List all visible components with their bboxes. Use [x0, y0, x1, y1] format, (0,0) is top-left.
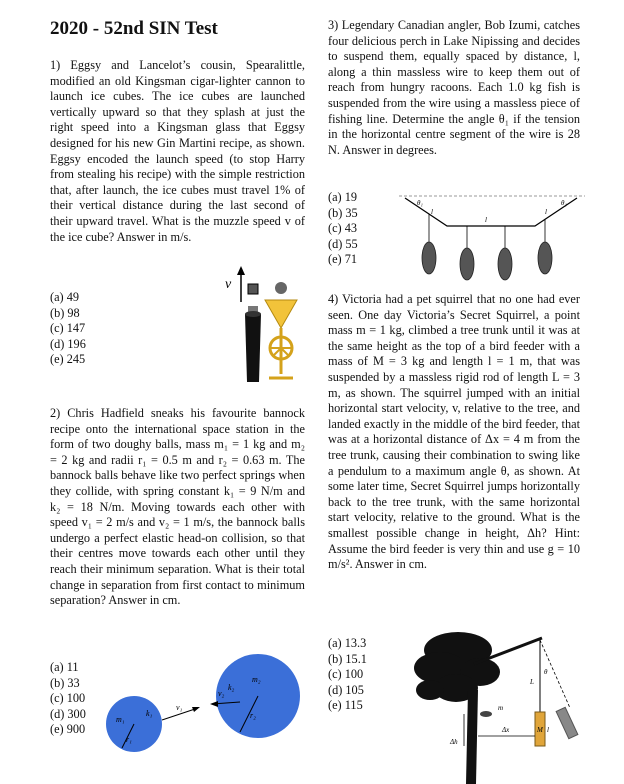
q2-option-e: (e) 900 [50, 722, 86, 737]
v1-label: v₁ [176, 703, 183, 712]
q1-option-d: (d) 196 [50, 336, 86, 351]
q3-option-b: (b) 35 [328, 205, 358, 220]
r2-label: r₂ [250, 711, 256, 720]
l-label: l [547, 726, 549, 734]
q2-option-d: (d) 300 [50, 706, 86, 721]
q4-option-d: (d) 105 [328, 682, 364, 697]
q4-option-a: (a) 13.3 [328, 636, 367, 650]
dx-label: Δx [502, 726, 510, 734]
q1-option-a: (a) 49 [50, 290, 80, 304]
q3-option-a: (a) 19 [328, 190, 358, 204]
theta1-label-right: θ₁ [561, 199, 567, 207]
q1-option-b: (b) 98 [50, 305, 80, 320]
l-label-3: l [545, 208, 547, 216]
q2-bannock-balls-figure [100, 650, 310, 760]
q2-option-c: (c) 100 [50, 691, 86, 706]
q4-option-e: (e) 115 [328, 698, 363, 713]
q1-v-label: v [225, 277, 232, 292]
q2-option-b: (b) 33 [50, 675, 80, 690]
q4-text: 4) Victoria had a pet squirrel that no one had ever seen. One day Victoria’s Secret Squirrel, a point mass m = 1 kg, climbed a tree trunk until it was at the same height as the top of a bird feeder with a mass of M = 3 kg and length l = 1 m, that was suspended by a massless rigid rod of length L = 3 m, as shown. The squirrel jumped with an initial horizontal start velocity, v, relative to the tree, and landed exactly in the middle of the bird feeder, that was at a horizontal distance of Δx = 4 m from the tree trunk, causing their combination to swing like a pendulum to a maximum angle θ, as shown. At some later time, Secret Squirrel jumps horizontally back to the tree trunk, with the same horizontal start velocity, relative to the ground. What is the smallest possible change in height, Δh? Hint: Assume the bird feeder is very thin and use g = 10 m/s². Answer in cm. [328, 292, 580, 572]
q3-perch-wire-figure [395, 188, 590, 293]
q1-option-c: (c) 147 [50, 321, 86, 336]
q3-options [328, 190, 358, 268]
v2-label: v₂ [218, 689, 225, 698]
q4-options [328, 636, 367, 714]
q2-text: 2) Chris Hadfield sneaks his favourite bannock recipe onto the international space station in the form of two doughy balls, mass m₁ = 1 kg and m₂ = 2 kg and radii r₁ = 0.5 m and r₂ = 0.63 m. The bannock balls behave like two perfect springs when they collide, with spring constant k₁ = 9 N/m and k₂ = 18 N/m. Moving towards each other with speed v₁ = 2 m/s and v₂ = 1 m/s, the bannock balls undergo a perfect elastic head-on collision, so that their centres move towards each other until they reach their minimum separation. What is their total change in separation from first contact to minimum separation? Answer in cm. [50, 406, 305, 608]
l-label-2: l [485, 216, 487, 224]
q1-options [50, 290, 86, 368]
q1-option-e: (e) 245 [50, 352, 86, 367]
q4-option-b: (b) 15.1 [328, 651, 367, 666]
M-label: M [537, 726, 543, 734]
theta1-label-left: θ₁ [417, 199, 423, 207]
dh-label: Δh [450, 738, 458, 746]
m1-label: m₁ [116, 715, 125, 724]
q3-option-e: (e) 71 [328, 252, 358, 267]
m-label: m [498, 704, 504, 712]
q1-cannon-glass-figure [215, 262, 310, 392]
k2-label: k₂ [228, 683, 235, 692]
L-label: L [530, 678, 534, 686]
r1-label: r₁ [126, 735, 132, 744]
theta-label: θ [544, 668, 548, 676]
k1-label: k₁ [146, 709, 153, 718]
q3-text: 3) Legendary Canadian angler, Bob Izumi, catches four delicious perch in Lake Nipissing and decides to suspend them, equally spaced by distance, l, along a thin massless wire to keep them out of reach from hungry racoons. Each 1.0 kg fish is suspended from the wire using a massless piece of fishing line. Determine the angle θ₁ if the tension in the horizontal centre segment of the wire is 28 N. Answer in degrees. [328, 18, 580, 157]
q4-tree-birdfeeder-figure [410, 628, 590, 784]
q3-option-c: (c) 43 [328, 221, 358, 236]
q4-option-c: (c) 100 [328, 667, 364, 682]
l-label-1: l [431, 208, 433, 216]
q1-text: 1) Eggsy and Lancelot’s cousin, Spearalittle, modified an old Kingsman cigar-lighter cannon to launch ice cubes. The ice cubes are launched vertically upward so that they splash at just the right speed into a Kingsman glass that Eggsy designed for his new Gin Martini recipe, as shown. Eggsy encoded the launch speed (to stop Harry from stealing his recipe) with the simple restriction that, after launch, the ice cubes must travel 1% of their vertical distance during the last second of their upward travel. What is the muzzle speed v of the ice cube? Answer in m/s. [50, 58, 305, 244]
q2-option-a: (a) 11 [50, 660, 79, 674]
q3-option-d: (d) 55 [328, 236, 358, 251]
q2-options [50, 660, 86, 738]
m2-label: m₂ [252, 675, 261, 684]
page-title: 2020 - 52nd SIN Test [50, 18, 218, 39]
